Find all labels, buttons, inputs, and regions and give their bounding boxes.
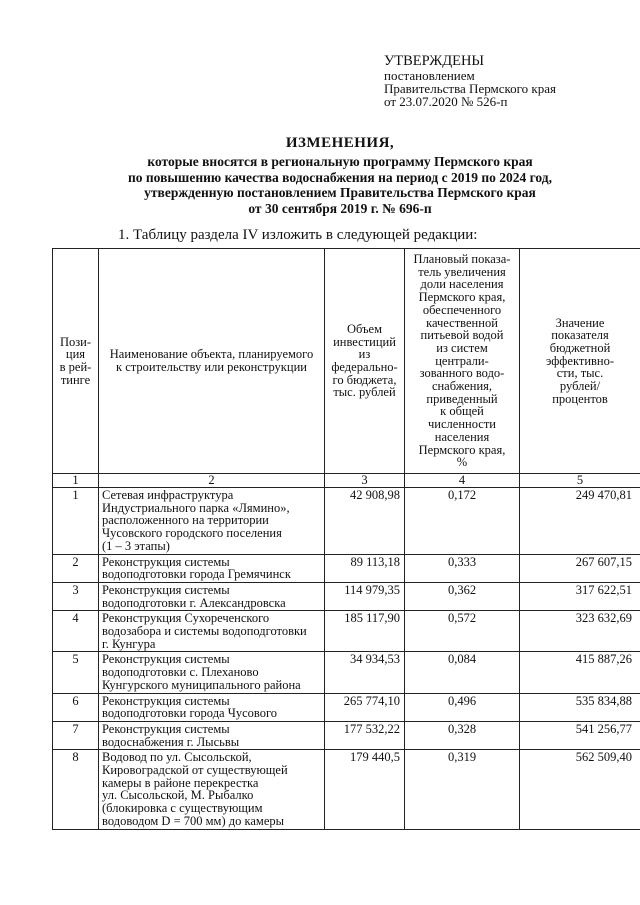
- row-efficiency: 317 622,51: [520, 582, 640, 610]
- header-planned-indicator: Плановый показа- тель увеличения доли населения Пермского края, обеспеченного качественной питьевой водой из систем централи- зованного водо- снабжения, приведенный к общей численности населения Пермского края, %: [405, 249, 520, 474]
- approval-line: от 23.07.2020 № 526-п: [384, 94, 508, 109]
- header-investment: Объем инвестиций из федерально- го бюджета, тыс. рублей: [325, 249, 405, 474]
- row-indicator: 0,328: [405, 721, 520, 749]
- row-object-name: Реконструкция Сухореченского водозабора и системы водоподготовки г. Кунгура: [99, 611, 325, 652]
- row-investment: 179 440,5: [325, 750, 405, 829]
- row-efficiency: 541 256,77: [520, 721, 640, 749]
- row-indicator: 0,362: [405, 582, 520, 610]
- row-position: 5: [53, 652, 99, 693]
- approval-line: Правительства Пермского края: [384, 81, 556, 96]
- approval-line: постановлением: [384, 68, 475, 83]
- table-row: [53, 721, 640, 749]
- document-subtitle-line: по повышению качества водоснабжения на период с 2019 по 2024 год,: [128, 169, 552, 185]
- header-object-name: Наименование объекта, планируемого к строительству или реконструкции: [99, 249, 325, 474]
- row-efficiency: 323 632,69: [520, 611, 640, 652]
- ranking-table: [52, 248, 640, 830]
- row-indicator: 0,572: [405, 611, 520, 652]
- row-position: 3: [53, 582, 99, 610]
- row-efficiency: 415 887,26: [520, 652, 640, 693]
- row-position: 6: [53, 693, 99, 721]
- header-efficiency: Значение показателя бюджетной эффективно- сти, тыс. рублей/ процентов: [520, 249, 640, 474]
- row-position: 2: [53, 554, 99, 582]
- row-investment: 34 934,53: [325, 652, 405, 693]
- row-object-name: Реконструкция системы водоподготовки города Гремячинск: [99, 554, 325, 582]
- table-header-row: [53, 249, 640, 474]
- table-row: [53, 693, 640, 721]
- row-investment: 42 908,98: [325, 488, 405, 555]
- row-position: 7: [53, 721, 99, 749]
- document-subtitle-line: от 30 сентября 2019 г. № 696-п: [248, 200, 432, 216]
- document-title: ИЗМЕНЕНИЯ,: [285, 135, 395, 151]
- row-object-name: Реконструкция системы водоподготовки г. Александровска: [99, 582, 325, 610]
- row-efficiency: 562 509,40: [520, 750, 640, 829]
- row-indicator: 0,333: [405, 554, 520, 582]
- table-row: [53, 582, 640, 610]
- row-object-name: Реконструкция системы водоподготовки с. Плеханово Кунгурского муниципального района: [99, 652, 325, 693]
- document-heading: [40, 133, 640, 215]
- intro-paragraph: 1. Таблицу раздела IV изложить в следующей редакции:: [118, 227, 478, 243]
- header-position: Пози- ция в рей- тинге: [53, 249, 99, 474]
- row-indicator: 0,319: [405, 750, 520, 829]
- row-indicator: 0,084: [405, 652, 520, 693]
- approval-stamp: [384, 54, 556, 108]
- row-object-name: Реконструкция системы водоснабжения г. Лысьвы: [99, 721, 325, 749]
- document-subtitle-line: которые вносятся в региональную программу Пермского края: [147, 154, 533, 169]
- column-number: 4: [405, 474, 520, 488]
- table-row: [53, 750, 640, 829]
- row-efficiency: 267 607,15: [520, 554, 640, 582]
- table-row: [53, 488, 640, 555]
- table-row: [53, 554, 640, 582]
- table-row: [53, 611, 640, 652]
- table-body: [53, 488, 640, 830]
- column-number: 2: [99, 474, 325, 488]
- row-investment: 185 117,90: [325, 611, 405, 652]
- row-investment: 114 979,35: [325, 582, 405, 610]
- row-efficiency: 249 470,81: [520, 488, 640, 555]
- row-position: 4: [53, 611, 99, 652]
- row-indicator: 0,172: [405, 488, 520, 555]
- row-investment: 89 113,18: [325, 554, 405, 582]
- approval-title: УТВЕРЖДЕНЫ: [384, 53, 485, 69]
- table-row: [53, 652, 640, 693]
- row-object-name: Сетевая инфраструктура Индустриального парка «Лямино», расположенного на территории Чусовского городского поселения (1 – 3 этапы): [99, 488, 325, 555]
- row-indicator: 0,496: [405, 693, 520, 721]
- document-subtitle-line: утвержденную постановлением Правительства Пермского края: [144, 185, 536, 200]
- row-investment: 177 532,22: [325, 721, 405, 749]
- row-investment: 265 774,10: [325, 693, 405, 721]
- row-position: 1: [53, 488, 99, 555]
- row-object-name: Водовод по ул. Сысольской, Кировоградской от существующей камеры в районе перекрестка ул. Сысольской, М. Рыбалко (блокировка с существующим водоводом D = 700 мм) до камеры: [99, 750, 325, 829]
- column-number: 1: [53, 474, 99, 488]
- column-number: 5: [520, 474, 640, 488]
- row-efficiency: 535 834,88: [520, 693, 640, 721]
- column-number-row: [53, 474, 640, 488]
- column-number: 3: [325, 474, 405, 488]
- row-object-name: Реконструкция системы водоподготовки города Чусового: [99, 693, 325, 721]
- row-position: 8: [53, 750, 99, 829]
